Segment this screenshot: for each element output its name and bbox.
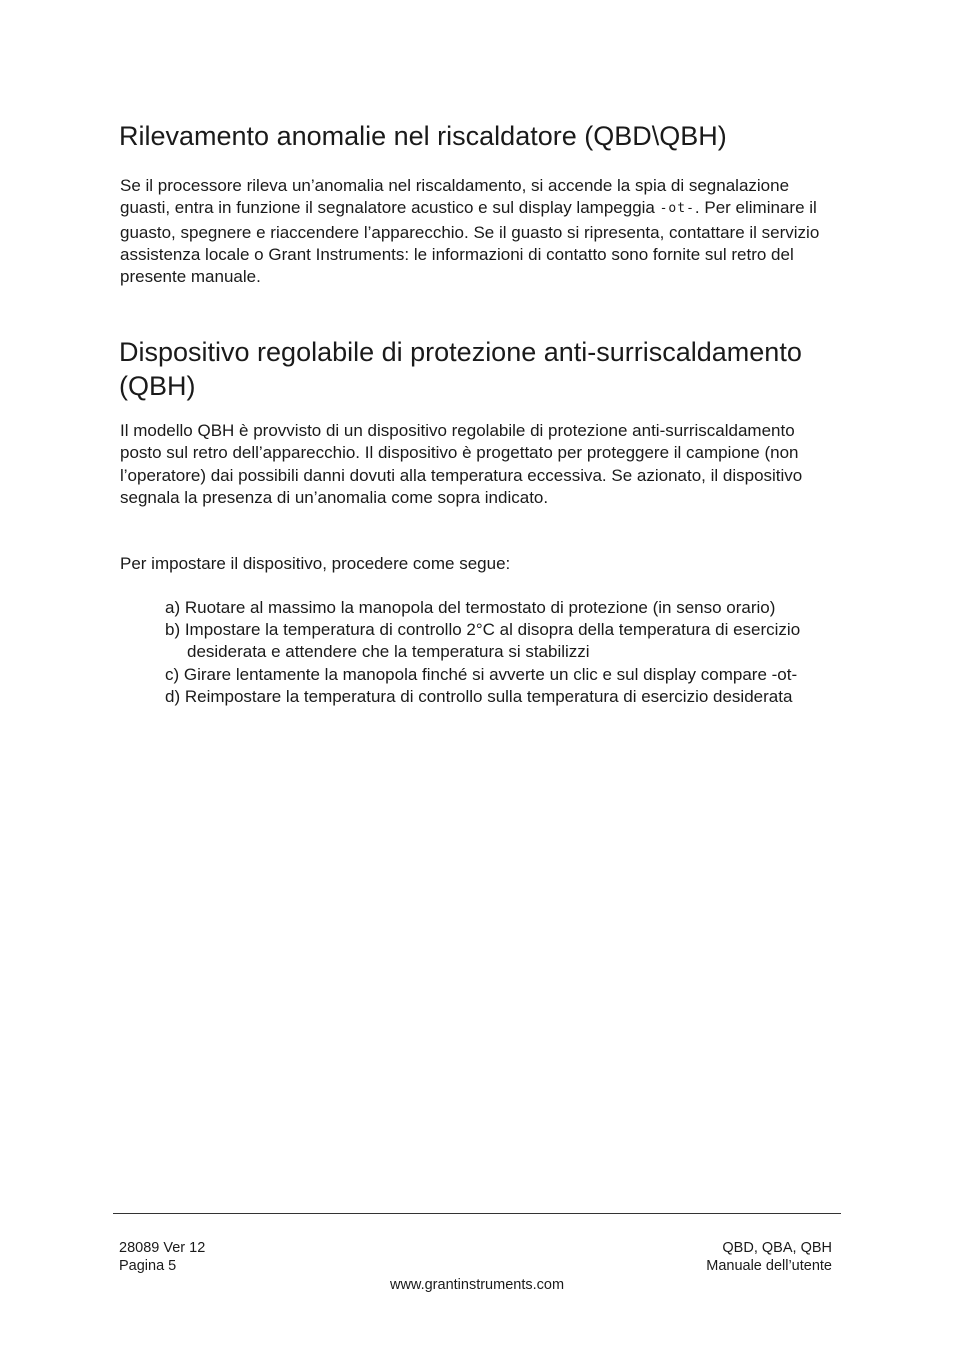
heater-fault-paragraph xyxy=(120,175,835,288)
setup-step-c: c) Girare lentamente la manopola finché si avverte un clic e sul display compare -ot- xyxy=(165,664,798,684)
overtemp-paragraph: Il modello QBH è provvisto di un dispositivo regolabile di protezione anti-surriscaldamento posto sul retro dell’apparecchio. Il dispositivo è progettato per proteggere il campione (non l’operatore) dai possibili danni dovuti alla temperatura eccessiva. Se azionato, il dispositivo segnala la presenza di un’anomalia come sopra indicato. xyxy=(120,421,803,507)
footer-manual-title: Manuale dell’utente xyxy=(706,1258,832,1274)
footer-right xyxy=(706,1239,832,1275)
setup-intro: Per impostare il dispositivo, procedere come segue: xyxy=(120,554,511,573)
setup-steps-list xyxy=(165,597,825,708)
section-heading-overtemp-protection: Dispositivo regolabile di protezione anti-surriscaldamento (QBH) xyxy=(119,337,802,401)
display-code-ot: -ot- xyxy=(659,201,695,217)
heater-fault-text-end: . Per eliminare il guasto, spegnere e riaccendere l’apparecchio. Se il guasto si ripresenta, contattare il servizio assistenza locale o Grant Instruments: le informazioni di contatto sono fornite sul retro del presente manuale. xyxy=(120,198,820,287)
footer-left xyxy=(119,1239,205,1275)
heater-fault-text-start: Se il processore rileva un’anomalia nel riscaldamento, si accende la spia di segnalazione guasti, entra in funzione il segnalatore acustico e sul display lampeggia xyxy=(120,176,790,218)
footer-divider xyxy=(113,1213,841,1214)
section-heading-heater-fault: Rilevamento anomalie nel riscaldatore (QBD\QBH) xyxy=(119,121,727,151)
footer-models: QBD, QBA, QBH xyxy=(722,1240,832,1256)
setup-step-d: d) Reimpostare la temperatura di controllo sulla temperatura di esercizio desiderata xyxy=(165,686,793,706)
setup-step-a: a) Ruotare al massimo la manopola del termostato di protezione (in senso orario) xyxy=(165,598,776,617)
footer-website-link[interactable]: www.grantinstruments.com xyxy=(389,1277,565,1293)
footer-doc-number: 28089 Ver 12 xyxy=(119,1240,206,1256)
setup-step-b: b) Impostare la temperatura di controllo 2°C al disopra della temperatura di esercizio desiderata e attendere che la temperatura si stabilizzi xyxy=(165,620,801,662)
footer-page-number: Pagina 5 xyxy=(119,1258,177,1274)
